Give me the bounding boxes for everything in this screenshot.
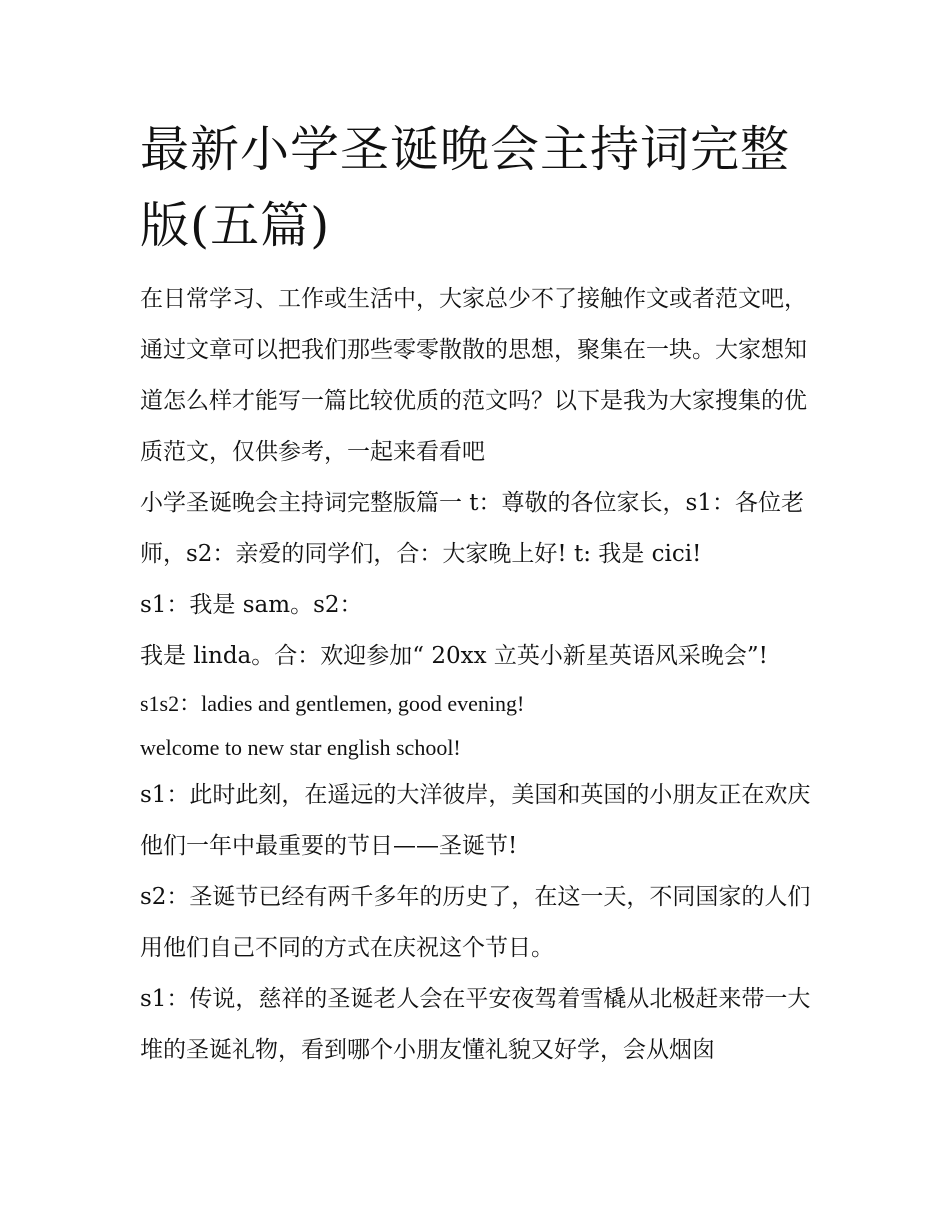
santa-legend-paragraph: s1：传说，慈祥的圣诞老人会在平安夜驾着雪橇从北极赶来带一大堆的圣诞礼物，看到哪个小朋友懂礼貌又好学，会从烟囱 xyxy=(140,986,811,1063)
document-body xyxy=(140,112,820,1076)
opening-lines-paragraph: 小学圣诞晚会主持词完整版篇一 t：尊敬的各位家长，s1：各位老师，s2：亲爱的同学们，合：大家晚上好! t: 我是 cici! xyxy=(140,490,804,567)
welcome-line: 我是 linda。合：欢迎参加“ 20xx 立英小新星英语风采晚会”! xyxy=(140,643,768,669)
intro-paragraph: 在日常学习、工作或生活中，大家总少不了接触作文或者范文吧，通过文章可以把我们那些零零散散的思想，聚集在一块。大家想知道怎么样才能写一篇比较优质的范文吗？以下是我为大家搜集的优质范文，仅供参考，一起来看看吧 xyxy=(140,286,807,465)
document-title: 最新小学圣诞晚会主持词完整版(五篇) xyxy=(140,121,791,254)
christmas-intro-paragraph: s1：此时此刻，在遥远的大洋彼岸，美国和英国的小朋友正在欢庆他们一年中最重要的节日——圣诞节! xyxy=(140,782,811,859)
s1-intro-line: s1：我是 sam。s2： xyxy=(140,592,363,618)
english-welcome-line: welcome to new star english school! xyxy=(140,735,461,760)
english-greeting-line: s1s2：ladies and gentlemen, good evening! xyxy=(140,691,525,716)
history-paragraph: s2：圣诞节已经有两千多年的历史了，在这一天，不同国家的人们用他们自己不同的方式在庆祝这个节日。 xyxy=(140,884,811,961)
